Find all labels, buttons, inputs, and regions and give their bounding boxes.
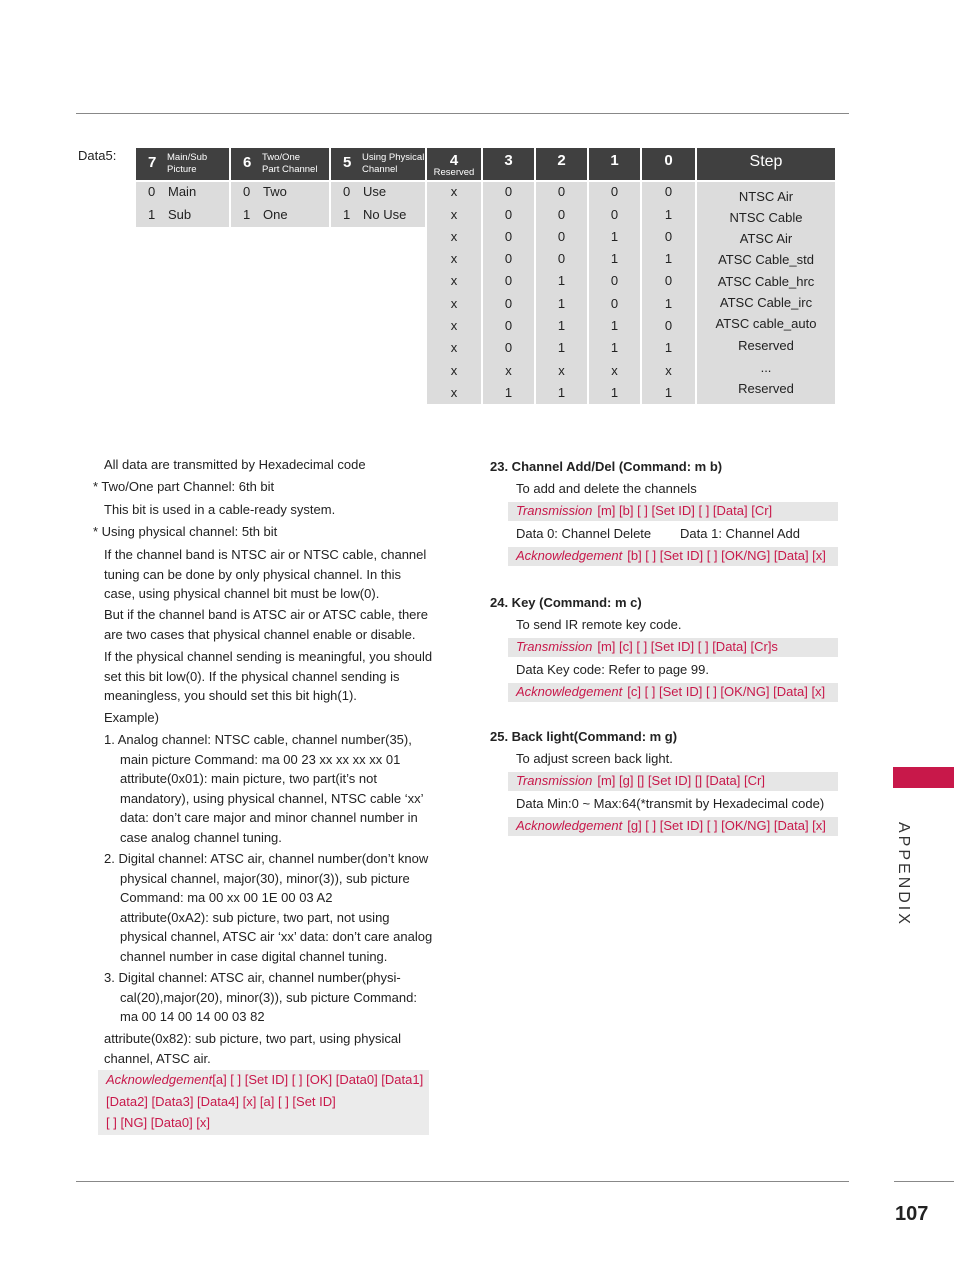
example-line: channel number in case digital channel tuning. <box>120 948 388 964</box>
acknowledgement-line <box>516 548 826 563</box>
bit-value: x <box>450 184 458 199</box>
bit-header-6 <box>589 148 640 180</box>
transmission-line <box>516 503 772 518</box>
example-line: data: don’t care major and minor channel number in <box>120 810 418 825</box>
bit-header-label: Reserved <box>433 167 475 178</box>
step-name: ATSC Cable_irc <box>719 295 813 310</box>
step-name: NTSC Cable <box>729 210 803 225</box>
bit-value: 1 <box>664 296 673 311</box>
example-line: physical channel, ATSC air ‘xx’ data: don’t care analog <box>120 929 433 944</box>
page-number: 107 <box>895 1203 929 1225</box>
bit-value: 0 <box>557 251 566 266</box>
step-name: Reserved <box>738 338 794 353</box>
bit-value: 0 <box>557 229 566 244</box>
bit-value: 1 <box>610 340 619 355</box>
bit-header-8 <box>697 148 835 180</box>
transmission-format: [m] [b] [ ] [Set ID] [ ] [Data] [Cr] <box>597 503 773 518</box>
step-name: Reserved <box>738 381 794 396</box>
step-name: NTSC Air <box>738 189 794 204</box>
note-hex: All data are transmitted by Hexadecimal code <box>104 457 366 472</box>
example-line: attribute(0x01): main picture, two part(it’s not <box>120 771 377 786</box>
transmission-line <box>516 773 765 788</box>
bit-value: 0 <box>504 340 513 355</box>
bit-header-label: Main/Sub Picture <box>167 152 208 175</box>
data5-label: Data5: <box>78 148 117 163</box>
bit-value: 0 <box>557 184 566 199</box>
paragraph-line: set this bit low(0). If the physical channel sending is <box>104 668 400 684</box>
bit-value: 0 <box>610 184 619 199</box>
example-line: physical channel, major(30), minor(3)), sub picture <box>120 870 410 886</box>
step-name: ATSC Cable_std <box>718 252 814 267</box>
paragraph-line: attribute(0x82): sub picture, two part, using physical <box>104 1031 401 1046</box>
appendix-label: APPENDIX <box>895 822 912 927</box>
example-line: 3. Digital channel: ATSC air, channel number(physi- <box>104 970 401 985</box>
bit-value: x <box>505 363 512 378</box>
transmission-label: Transmission <box>516 503 593 518</box>
example-line: 2. Digital channel: ATSC air, channel number(don’t know <box>104 851 429 866</box>
note-cable-ready: This bit is used in a cable-ready system. <box>104 502 336 517</box>
acknowledgement-format: [c] [ ] [Set ID] [ ] [OK/NG] [Data] [x] <box>627 684 826 699</box>
option-text: One <box>263 207 288 222</box>
bit-header-label: Using Physical Channel <box>362 152 425 175</box>
acknowledgement-line <box>516 818 826 833</box>
bit-value: 0 <box>664 229 673 244</box>
bit-value: 0 <box>610 296 619 311</box>
bit-value: x <box>611 363 618 378</box>
bit-header-number: 2 <box>557 152 566 169</box>
command-title: 23. Channel Add/Del (Command: m b) <box>490 459 723 474</box>
bit-value: 0 <box>504 207 513 222</box>
bit-header-number: 6 <box>243 154 252 171</box>
option-text: Use <box>363 184 387 199</box>
bit-value: 0 <box>504 273 513 288</box>
command-description: To add and delete the channels <box>516 481 697 496</box>
acknowledgement-format: [b] [ ] [Set ID] [ ] [OK/NG] [Data] [x] <box>627 548 826 563</box>
transmission-format: [m] [g] [] [Set ID] [] [Data] [Cr] <box>597 773 765 788</box>
bit-header-7 <box>642 148 695 180</box>
bit-header-number: 3 <box>504 152 513 169</box>
acknowledgement-line <box>516 684 825 699</box>
example-line: attribute(0xA2): sub picture, two part, not using <box>120 909 390 925</box>
bit-header-label: Two/One Part Channel <box>262 152 318 175</box>
option-value: 0 <box>243 184 251 199</box>
example-line: Command: ma 00 xx 00 1E 00 03 A2 <box>120 890 333 905</box>
bit-value: 1 <box>557 385 566 400</box>
paragraph-line: If the channel band is NTSC air or NTSC cable, channel <box>104 547 427 562</box>
bit-value: 0 <box>664 273 673 288</box>
bit-header-3 <box>427 148 481 180</box>
bit-header-number: 4 <box>449 152 459 169</box>
acknowledgement-line: [ ] [NG] [Data0] [x] <box>106 1115 211 1130</box>
transmission-format: [m] [c] [ ] [Set ID] [ ] [Data] [Cr]s <box>597 639 778 654</box>
example-line: case analog channel tuning. <box>120 829 282 845</box>
bit-value: x <box>450 318 458 333</box>
command-description: To adjust screen back light. <box>516 751 673 766</box>
bit-value: x <box>558 363 565 378</box>
command-description: To send IR remote key code. <box>516 617 682 632</box>
bit-header-number: 0 <box>664 152 673 169</box>
appendix-tab <box>893 767 954 788</box>
command-title: 25. Back light(Command: m g) <box>490 729 678 744</box>
bit-value: x <box>450 296 458 311</box>
acknowledgement-line: [Data2] [Data3] [Data4] [x] [a] [ ] [Set ID] <box>106 1093 336 1109</box>
example-line: ma 00 14 00 14 00 03 82 <box>120 1009 265 1024</box>
bit-header-number: 7 <box>148 154 157 171</box>
acknowledgement-label: Acknowledgement <box>516 818 623 833</box>
bit-value: 1 <box>664 385 673 400</box>
bit-value: 1 <box>610 251 619 266</box>
top-rule <box>76 113 849 114</box>
bit-header-number: Step <box>749 153 783 170</box>
note-physical: * Using physical channel: 5th bit <box>93 524 278 539</box>
acknowledgement-text: [a] [ ] [Set ID] [ ] [OK] [Data0] [Data1] <box>212 1072 424 1087</box>
example-line: main picture Command: ma 00 23 xx xx xx xx 01 <box>120 751 401 767</box>
bit-value: x <box>450 229 458 244</box>
bit-value: 0 <box>504 251 513 266</box>
option-value: 1 <box>343 207 351 222</box>
option-text: Two <box>263 184 287 199</box>
acknowledgement-label: Acknowledgement <box>106 1072 213 1087</box>
bit-value: 1 <box>557 318 566 333</box>
bit-value: 0 <box>664 318 673 333</box>
bit-header-4 <box>483 148 534 180</box>
step-name: ATSC Air <box>739 231 793 246</box>
paragraph-line: tuning can be done by only physical channel. In this <box>104 566 402 582</box>
bit-value: 1 <box>610 229 619 244</box>
example-line: mandatory), using physical channel, NTSC cable ‘xx’ <box>120 790 424 806</box>
bit-value: 0 <box>664 184 673 199</box>
bit-value: x <box>450 251 458 266</box>
example-line: 1. Analog channel: NTSC cable, channel number(35), <box>104 732 412 747</box>
acknowledgement-label: Acknowledgement <box>516 684 623 699</box>
bit-header-0 <box>136 148 229 180</box>
bit-value: 0 <box>557 207 566 222</box>
bit-value: x <box>450 273 458 288</box>
bit-value: 0 <box>610 207 619 222</box>
bit-value: x <box>450 207 458 222</box>
bit-value: 1 <box>504 385 513 400</box>
option-value: 1 <box>148 207 156 222</box>
paragraph-line: are two cases that physical channel enable or disable. <box>104 626 416 642</box>
bit-value: x <box>665 363 672 378</box>
bit-header-1 <box>231 148 329 180</box>
command-data: Data 0: Channel Delete Data 1: Channel Add <box>516 526 801 541</box>
paragraph-line: But if the channel band is ATSC air or ATSC cable, there <box>104 607 428 622</box>
bit-header-number: 1 <box>610 152 619 169</box>
bit-value: x <box>450 385 458 400</box>
paragraph-line: meaningless, you should set this bit high(1). <box>104 688 357 703</box>
bottom-rule <box>76 1181 849 1182</box>
bit-value: 0 <box>504 184 513 199</box>
bit-value: x <box>450 340 458 355</box>
bit-value: 1 <box>557 340 566 355</box>
transmission-label: Transmission <box>516 639 593 654</box>
bit-value: x <box>450 363 458 378</box>
bit-value: 0 <box>504 296 513 311</box>
option-value: 0 <box>148 184 156 199</box>
page-number-rule <box>894 1181 954 1182</box>
paragraph-line: case, using physical channel bit must be low(0). <box>104 586 380 601</box>
option-text: Sub <box>168 207 192 222</box>
option-text: No Use <box>363 207 407 222</box>
bit-header-2 <box>331 148 425 180</box>
paragraph-line: If the physical channel sending is meaningful, you should <box>104 649 433 664</box>
command-data: Data Min:0 ~ Max:64(*transmit by Hexadecimal code) <box>516 796 825 811</box>
step-name: ... <box>760 360 772 375</box>
bit-value: 0 <box>504 318 513 333</box>
command-title: 24. Key (Command: m c) <box>490 595 642 610</box>
bit-value: 1 <box>610 385 619 400</box>
bit-value: 1 <box>557 273 566 288</box>
option-value: 1 <box>243 207 251 222</box>
bit-value: 1 <box>664 251 673 266</box>
example-line: cal(20),major(20), minor(3)), sub picture Command: <box>120 989 417 1005</box>
bit-value: 1 <box>664 207 673 222</box>
step-name: ATSC cable_auto <box>715 316 817 331</box>
option-value: 0 <box>343 184 351 199</box>
transmission-label: Transmission <box>516 773 593 788</box>
transmission-line <box>516 639 778 654</box>
acknowledgement-line <box>106 1072 423 1087</box>
acknowledgement-label: Acknowledgement <box>516 548 623 563</box>
command-data: Data Key code: Refer to page 99. <box>516 662 709 677</box>
step-name: ATSC Cable_hrc <box>717 274 815 289</box>
bit-value: 1 <box>557 296 566 311</box>
note-two-one: * Two/One part Channel: 6th bit <box>93 479 275 494</box>
bit-value: 0 <box>610 273 619 288</box>
bit-value: 1 <box>664 340 673 355</box>
paragraph-line: channel, ATSC air. <box>104 1050 211 1066</box>
bit-header-5 <box>536 148 587 180</box>
bit-header-number: 5 <box>343 154 352 171</box>
example-heading: Example) <box>104 710 159 725</box>
acknowledgement-format: [g] [ ] [Set ID] [ ] [OK/NG] [Data] [x] <box>627 818 826 833</box>
bit-value: 0 <box>504 229 513 244</box>
option-text: Main <box>168 184 197 199</box>
bit-value: 1 <box>610 318 619 333</box>
